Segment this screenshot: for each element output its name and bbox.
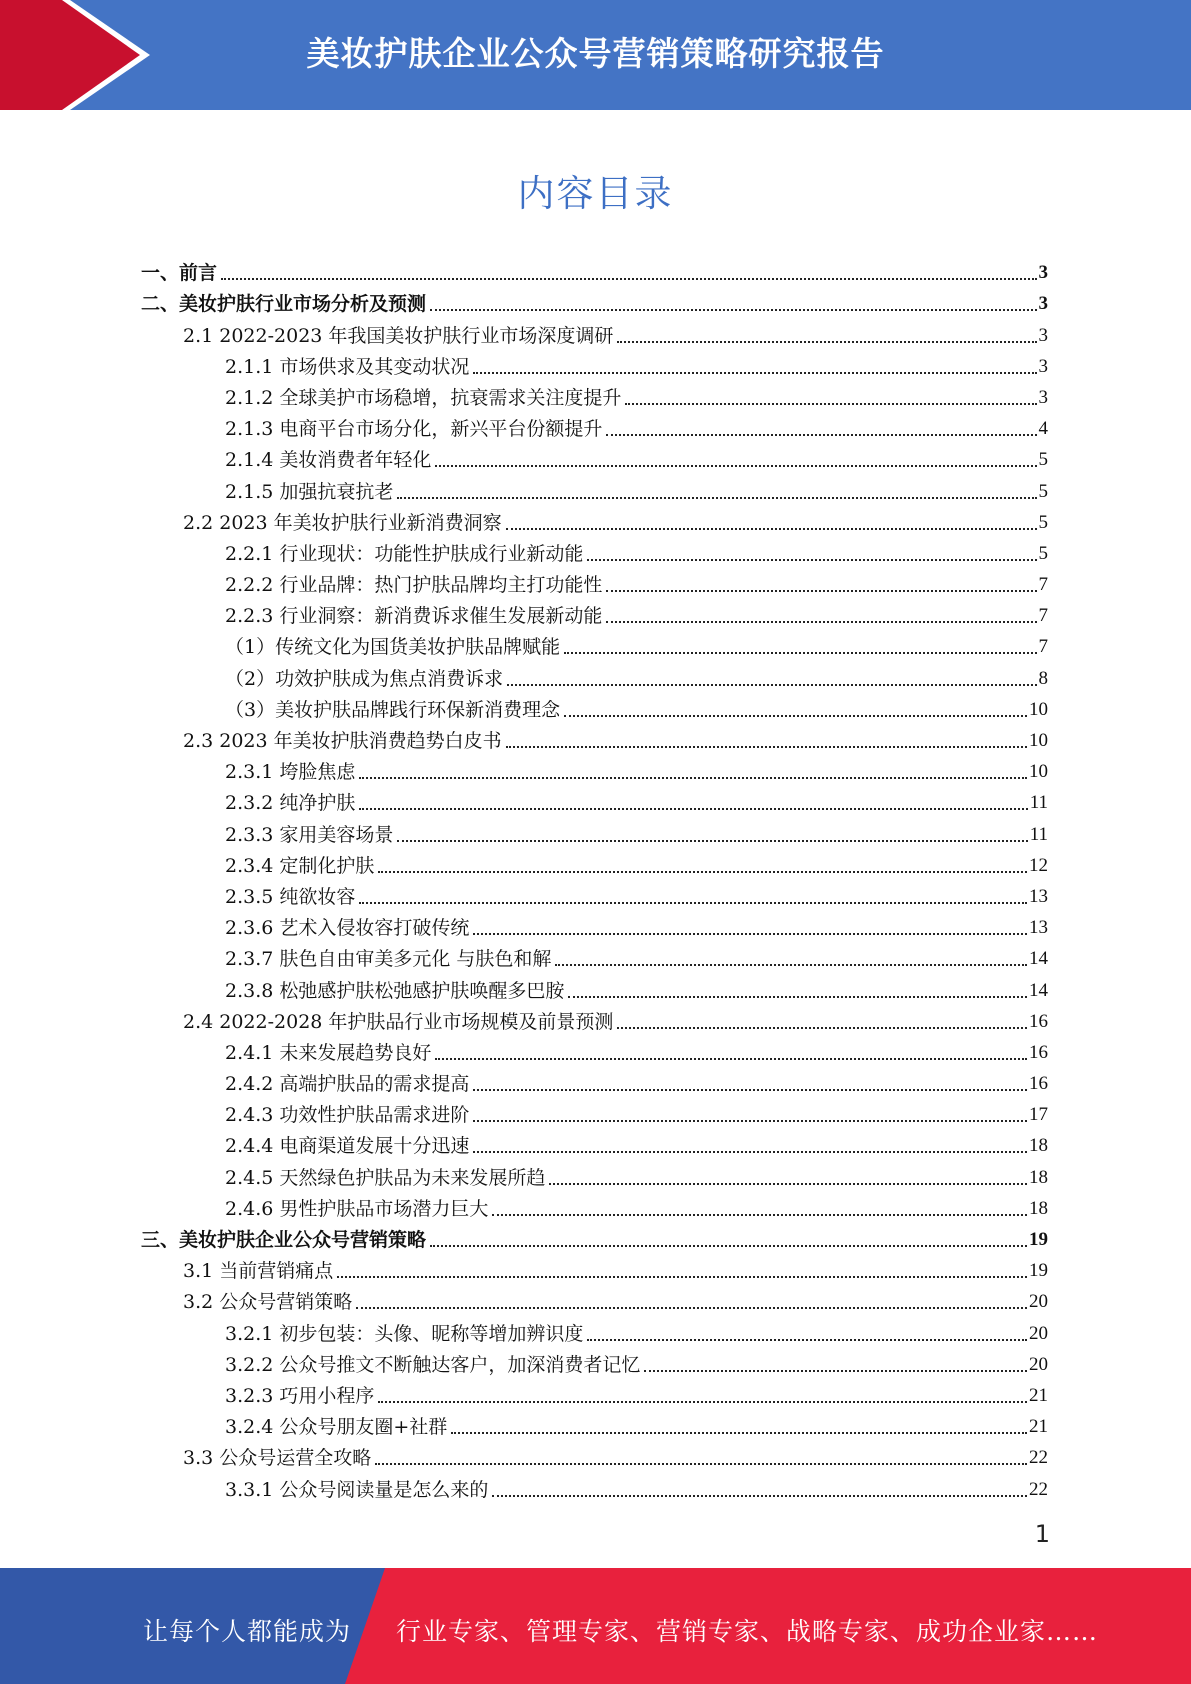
toc-dot-leader [606, 590, 1036, 592]
toc-entry-page: 10 [1029, 730, 1048, 751]
toc-dot-leader [606, 621, 1036, 623]
toc-entry-page: 16 [1029, 1010, 1048, 1032]
toc-entry-label: 2.3 2023 年美妆护肤消费趋势白皮书 [183, 730, 502, 752]
toc-title: 内容目录 [517, 172, 674, 215]
toc-entry-label: （2）功效护肤成为焦点消费诉求 [225, 667, 504, 690]
table-of-contents [141, 254, 1048, 1502]
page-number: 1 [1034, 1520, 1050, 1548]
toc-entry-label: 2.4.5 天然绿色护肤品为未来发展所趋 [225, 1166, 546, 1189]
toc-dot-leader [473, 372, 1036, 374]
toc-entry-label: （3）美妆护肤品牌践行环保新消费理念 [225, 698, 561, 721]
toc-entry-label: 2.3.6 艺术入侵妆容打破传统 [225, 917, 470, 940]
toc-entry-label: 2.3.4 定制化护肤 [225, 854, 375, 877]
toc-entry[interactable] [141, 1065, 1048, 1096]
toc-entry-label: 2.3.1 垮脸焦虑 [225, 761, 356, 784]
toc-entry-page: 19 [1029, 1260, 1048, 1282]
toc-dot-leader [473, 933, 1027, 935]
toc-entry[interactable] [141, 1346, 1048, 1377]
toc-dot-leader [375, 1463, 1027, 1465]
toc-entry[interactable] [141, 285, 1048, 316]
toc-dot-leader [473, 1120, 1027, 1122]
toc-dot-leader [356, 1307, 1027, 1309]
toc-entry-label: 2.1.2 全球美护市场稳增，抗衰需求关注度提升 [225, 386, 622, 409]
toc-dot-leader [435, 465, 1036, 467]
toc-dot-leader [473, 1089, 1027, 1091]
toc-entry[interactable] [141, 535, 1048, 566]
toc-entry[interactable] [141, 1158, 1048, 1189]
toc-entry-label: 2.1.5 加强抗衰抗老 [225, 480, 394, 503]
toc-dot-leader [507, 684, 1036, 686]
toc-entry-page: 10 [1029, 761, 1048, 783]
toc-entry[interactable] [141, 1314, 1048, 1345]
toc-entry-page: 16 [1029, 1073, 1048, 1095]
toc-entry-page: 7 [1038, 574, 1048, 596]
toc-entry-page: 3 [1038, 386, 1048, 408]
toc-dot-leader [397, 497, 1036, 499]
toc-entry[interactable] [141, 254, 1048, 285]
toc-entry[interactable] [141, 722, 1048, 753]
toc-entry-page: 20 [1029, 1322, 1048, 1344]
toc-dot-leader [473, 1151, 1027, 1153]
toc-entry-label: 3.2.4 公众号朋友圈+社群 [225, 1416, 448, 1439]
toc-dot-leader [435, 1058, 1027, 1060]
toc-entry-label: 3.3 公众号运营全攻略 [183, 1447, 372, 1470]
toc-entry[interactable] [141, 410, 1048, 441]
toc-entry[interactable] [141, 815, 1048, 846]
toc-dot-leader [221, 278, 1036, 280]
toc-entry-page: 3 [1038, 262, 1048, 284]
toc-entry[interactable] [141, 784, 1048, 815]
toc-entry-label: 2.4.3 功效性护肤品需求进阶 [225, 1104, 470, 1127]
toc-entry-label: 2.1 2022-2023 年我国美妆护肤行业市场深度调研 [183, 324, 614, 347]
toc-entry-page: 10 [1029, 698, 1048, 720]
toc-dot-leader [587, 1339, 1027, 1341]
toc-dot-leader [506, 746, 1027, 748]
toc-entry[interactable] [141, 597, 1048, 628]
toc-dot-leader [378, 1401, 1027, 1403]
toc-entry-page: 8 [1038, 667, 1048, 689]
toc-entry-label: 2.2.2 行业品牌：热门护肤品牌均主打功能性 [225, 574, 603, 597]
toc-dot-leader [617, 1027, 1027, 1029]
toc-entry-page: 18 [1029, 1135, 1048, 1157]
toc-entry-label: 2.2 2023 年美妆护肤行业新消费洞察 [183, 511, 502, 534]
toc-dot-leader [492, 1214, 1027, 1216]
toc-entry-label: 2.4.1 未来发展趋势良好 [225, 1041, 432, 1064]
toc-entry-label: 2.2.3 行业洞察：新消费诉求催生发展新动能 [225, 605, 603, 628]
toc-dot-leader [492, 1495, 1027, 1497]
toc-entry-label: 2.1.3 电商平台市场分化，新兴平台份额提升 [225, 418, 603, 441]
toc-entry[interactable] [141, 1377, 1048, 1408]
toc-dot-leader [587, 559, 1036, 561]
footer-slogan-right: 行业专家、管理专家、营销专家、战略专家、成功企业家…… [396, 1617, 1099, 1646]
toc-entry-label: 2.4.6 男性护肤品市场潜力巨大 [225, 1197, 489, 1220]
toc-entry[interactable] [141, 1252, 1048, 1283]
toc-entry[interactable] [141, 472, 1048, 503]
toc-entry-page: 18 [1029, 1166, 1048, 1188]
toc-dot-leader [397, 840, 1027, 842]
toc-entry-label: 2.3.3 家用美容场景 [225, 823, 394, 846]
toc-entry-page: 20 [1029, 1291, 1048, 1313]
toc-entry[interactable] [141, 691, 1048, 722]
toc-entry-page: 21 [1029, 1384, 1048, 1406]
toc-dot-leader [359, 777, 1027, 779]
report-title: 美妆护肤企业公众号营销策略研究报告 [306, 34, 885, 73]
toc-entry-label: 3.2.3 巧用小程序 [225, 1384, 375, 1407]
toc-entry-label: 一、前言 [141, 262, 218, 285]
toc-entry-page: 5 [1038, 511, 1048, 533]
report-header [0, 0, 1191, 110]
toc-entry-label: 2.1.4 美妆消费者年轻化 [225, 449, 432, 472]
toc-entry-label: 2.3.5 纯欲妆容 [225, 885, 356, 908]
toc-entry-page: 5 [1038, 542, 1048, 564]
toc-entry[interactable] [141, 1034, 1048, 1065]
toc-entry[interactable] [141, 971, 1048, 1002]
toc-entry-label: 3.3.1 公众号阅读量是怎么来的 [225, 1478, 489, 1501]
toc-entry-label: 2.3.8 松弛感护肤松弛感护肤唤醒多巴胺 [225, 979, 565, 1002]
toc-entry[interactable] [141, 1127, 1048, 1158]
toc-dot-leader [359, 902, 1027, 904]
toc-entry-label: 3.2.2 公众号推文不断触达客户，加深消费者记忆 [225, 1353, 641, 1376]
toc-entry[interactable] [141, 1408, 1048, 1439]
toc-entry[interactable] [141, 659, 1048, 690]
toc-entry-page: 16 [1029, 1041, 1048, 1063]
toc-entry[interactable] [141, 348, 1048, 379]
toc-entry-page: 13 [1029, 917, 1048, 939]
toc-dot-leader [430, 1245, 1027, 1247]
toc-dot-leader [644, 1370, 1027, 1372]
toc-entry[interactable] [141, 1096, 1048, 1127]
toc-dot-leader [564, 715, 1027, 717]
toc-entry-label: 2.2.1 行业现状：功能性护肤成行业新动能 [225, 542, 584, 565]
toc-dot-leader [430, 309, 1036, 311]
toc-entry-label: 2.1.1 市场供求及其变动状况 [225, 355, 470, 378]
toc-entry[interactable] [141, 847, 1048, 878]
toc-entry[interactable] [141, 940, 1048, 971]
toc-entry-page: 17 [1029, 1104, 1048, 1126]
toc-entry-label: 三、美妆护肤企业公众号营销策略 [141, 1229, 427, 1251]
toc-entry-label: 2.4.4 电商渠道发展十分迅速 [225, 1135, 470, 1158]
toc-entry[interactable] [141, 628, 1048, 659]
toc-entry-page: 3 [1038, 293, 1048, 315]
toc-dot-leader [359, 808, 1027, 810]
toc-entry-label: 3.1 当前营销痛点 [183, 1260, 334, 1283]
toc-entry-label: 二、美妆护肤行业市场分析及预测 [141, 293, 427, 316]
toc-dot-leader [378, 871, 1027, 873]
toc-entry-page: 14 [1029, 948, 1048, 970]
toc-dot-leader [337, 1276, 1027, 1278]
toc-dot-leader [451, 1432, 1027, 1434]
footer-slogan-left: 让每个人都能成为 [143, 1617, 352, 1646]
toc-entry-page: 3 [1038, 355, 1048, 377]
toc-entry-page: 5 [1038, 480, 1048, 502]
toc-entry-page: 19 [1029, 1229, 1048, 1250]
toc-dot-leader [625, 403, 1036, 405]
toc-entry-page: 3 [1038, 324, 1048, 346]
toc-entry[interactable] [141, 1190, 1048, 1221]
toc-dot-leader [555, 964, 1027, 966]
toc-entry-label: 2.3.7 肤色自由审美多元化 与肤色和解 [225, 948, 552, 971]
toc-entry-label: 3.2.1 初步包装：头像、昵称等增加辨识度 [225, 1322, 584, 1345]
toc-entry-page: 20 [1029, 1353, 1048, 1375]
toc-entry[interactable] [141, 566, 1048, 597]
toc-entry-page: 12 [1029, 854, 1048, 876]
toc-entry-page: 14 [1029, 979, 1048, 1001]
toc-entry[interactable] [141, 878, 1048, 909]
toc-dot-leader [606, 434, 1036, 436]
toc-entry-page: 4 [1038, 418, 1048, 440]
toc-entry[interactable] [141, 441, 1048, 472]
toc-entry-page: 22 [1029, 1478, 1048, 1500]
toc-entry-page: 18 [1029, 1197, 1048, 1219]
toc-entry-label: （1）传统文化为国货美妆护肤品牌赋能 [225, 636, 561, 659]
toc-entry-page: 7 [1038, 605, 1048, 627]
toc-entry[interactable] [141, 1003, 1048, 1034]
toc-entry[interactable] [141, 909, 1048, 940]
toc-dot-leader [506, 528, 1037, 530]
toc-entry-page: 21 [1029, 1416, 1048, 1438]
toc-entry[interactable] [141, 1221, 1048, 1252]
toc-entry[interactable] [141, 379, 1048, 410]
toc-entry-page: 11 [1029, 792, 1048, 814]
toc-entry[interactable] [141, 753, 1048, 784]
toc-dot-leader [564, 652, 1036, 654]
toc-entry[interactable] [141, 1439, 1048, 1470]
toc-entry[interactable] [141, 504, 1048, 535]
toc-entry-label: 2.4 2022-2028 年护肤品行业市场规模及前景预测 [183, 1010, 614, 1033]
toc-entry[interactable] [141, 316, 1048, 347]
toc-entry-page: 13 [1029, 885, 1048, 907]
toc-dot-leader [617, 341, 1036, 343]
toc-entry-page: 7 [1038, 636, 1048, 658]
toc-entry-label: 2.3.2 纯净护肤 [225, 792, 356, 815]
toc-entry-page: 22 [1029, 1447, 1048, 1469]
toc-entry-page: 5 [1038, 449, 1048, 471]
toc-entry-label: 2.4.2 高端护肤品的需求提高 [225, 1073, 470, 1096]
report-footer [0, 1568, 1191, 1684]
toc-entry[interactable] [141, 1283, 1048, 1314]
toc-entry[interactable] [141, 1470, 1048, 1501]
toc-entry-label: 3.2 公众号营销策略 [183, 1291, 353, 1314]
toc-dot-leader [549, 1183, 1027, 1185]
toc-dot-leader [568, 996, 1027, 998]
toc-entry-page: 11 [1029, 823, 1048, 845]
